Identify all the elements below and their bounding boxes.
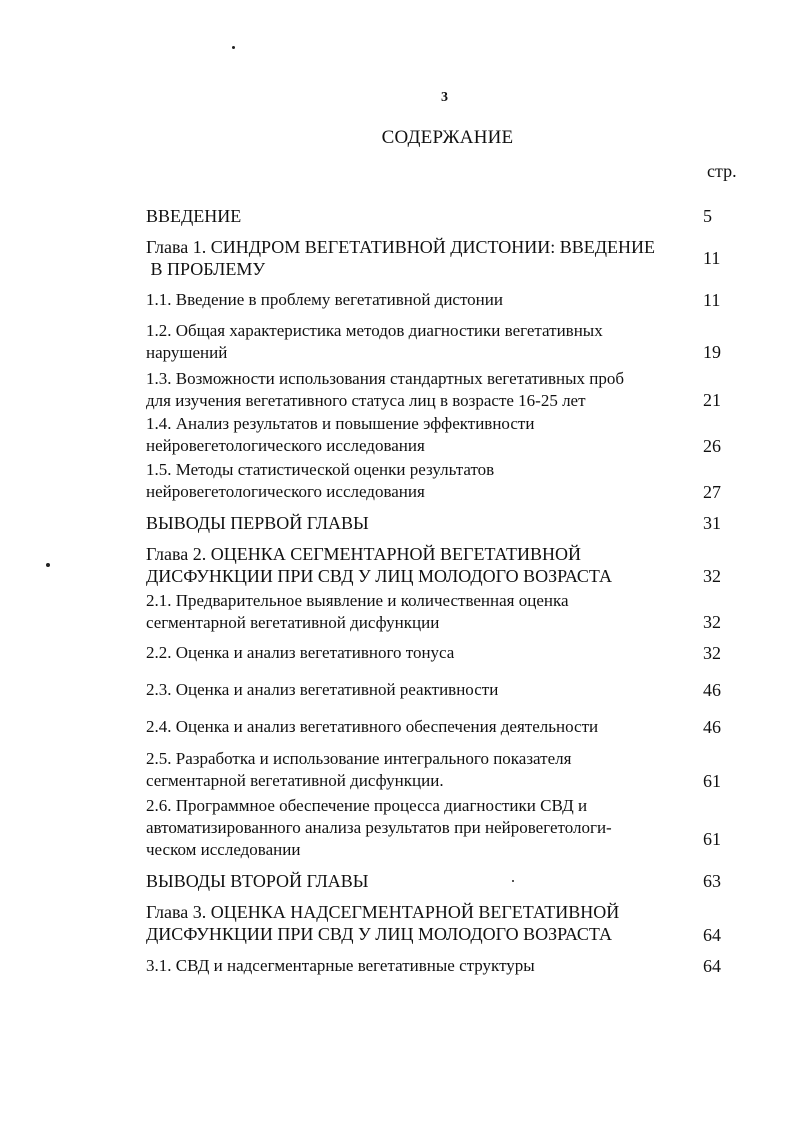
toc-page-number: 11 (703, 248, 721, 268)
toc-page-number: 46 (703, 717, 721, 737)
toc-page-number: 46 (703, 680, 721, 700)
toc-entry-line: ВЫВОДЫ ПЕРВОЙ ГЛАВЫ (146, 513, 369, 533)
toc-page-number: 64 (703, 925, 721, 945)
toc-entry-line: ДИСФУНКЦИИ ПРИ СВД У ЛИЦ МОЛОДОГО ВОЗРАСТА (146, 566, 613, 586)
toc-page-number: 32 (703, 566, 721, 586)
toc-entry-line: ческом исследовании (146, 840, 301, 859)
toc-page-number: 31 (703, 513, 721, 533)
toc-page-number: 32 (703, 643, 721, 663)
toc-entry-line: Глава 3. ОЦЕНКА НАДСЕГМЕНТАРНОЙ ВЕГЕТАТИВНОЙ (146, 902, 620, 922)
toc-page-number: 27 (703, 482, 721, 502)
toc-entry-line: нейровегетологического исследования (146, 482, 425, 501)
toc-entry-line: 1.5. Методы статистической оценки результатов (146, 460, 495, 479)
toc-page-number: 26 (703, 436, 721, 456)
toc-page-number: 5 (703, 206, 712, 226)
toc-entry-line: нарушений (146, 343, 228, 362)
toc-entry-line: 2.3. Оценка и анализ вегетативной реактивности (146, 680, 499, 699)
scan-speck (232, 46, 235, 49)
toc-page-number: 32 (703, 612, 721, 632)
toc-entry-line: 1.2. Общая характеристика методов диагностики вегетативных (146, 321, 603, 340)
page-column-header: стр. (707, 161, 737, 181)
toc-entry-line: 1.1. Введение в проблему вегетативной дистонии (146, 290, 503, 309)
toc-page-number: 19 (703, 342, 721, 362)
toc-entry-line: ДИСФУНКЦИИ ПРИ СВД У ЛИЦ МОЛОДОГО ВОЗРАСТА (146, 924, 613, 944)
toc-page-number: 61 (703, 771, 721, 791)
toc-entry-line: сегментарной вегетативной дисфункции (146, 613, 440, 632)
toc-entry-line: 2.2. Оценка и анализ вегетативного тонуса (146, 643, 455, 662)
toc-entry-line: автоматизированного анализа результатов при нейровегетологи- (146, 818, 612, 837)
toc-entry-line: 2.5. Разработка и использование интегрального показателя (146, 749, 572, 768)
toc-page-number: 11 (703, 290, 721, 310)
toc-entry-line: ВВЕДЕНИЕ (146, 206, 242, 226)
toc-entry-line: 2.4. Оценка и анализ вегетативного обеспечения деятельности (146, 717, 599, 736)
toc-entry-line: 2.1. Предварительное выявление и количественная оценка (146, 591, 569, 610)
toc-page-number: 64 (703, 956, 721, 976)
toc-entry-line: Глава 1. СИНДРОМ ВЕГЕТАТИВНОЙ ДИСТОНИИ: ВВЕДЕНИЕ (146, 237, 656, 257)
toc-entry-line: 1.3. Возможности использования стандартных вегетативных проб (146, 369, 625, 388)
toc-page-number: 63 (703, 871, 721, 891)
scan-speck (46, 563, 50, 567)
toc-entry-line: для изучения вегетативного статуса лиц в возрасте 16-25 лет (146, 391, 586, 410)
toc-entry-line: сегментарной вегетативной дисфункции. (146, 771, 444, 790)
toc-entry-line: В ПРОБЛЕМУ (146, 259, 266, 279)
page-title: СОДЕРЖАНИЕ (381, 127, 514, 148)
toc-entry-line: 1.4. Анализ результатов и повышение эффективности (146, 414, 535, 433)
page-number: 3 (441, 90, 448, 105)
toc-page-number: 21 (703, 390, 721, 410)
toc-entry-line: нейровегетологического исследования (146, 436, 425, 455)
toc-page-number: 61 (703, 829, 721, 849)
scan-speck (512, 880, 514, 882)
toc-entry-line: Глава 2. ОЦЕНКА СЕГМЕНТАРНОЙ ВЕГЕТАТИВНОЙ (146, 544, 581, 564)
toc-entry-line: 3.1. СВД и надсегментарные вегетативные структуры (146, 956, 535, 975)
toc-entry-line: ВЫВОДЫ ВТОРОЙ ГЛАВЫ (146, 871, 369, 891)
toc-entry-line: 2.6. Программное обеспечение процесса диагностики СВД и (146, 796, 588, 815)
